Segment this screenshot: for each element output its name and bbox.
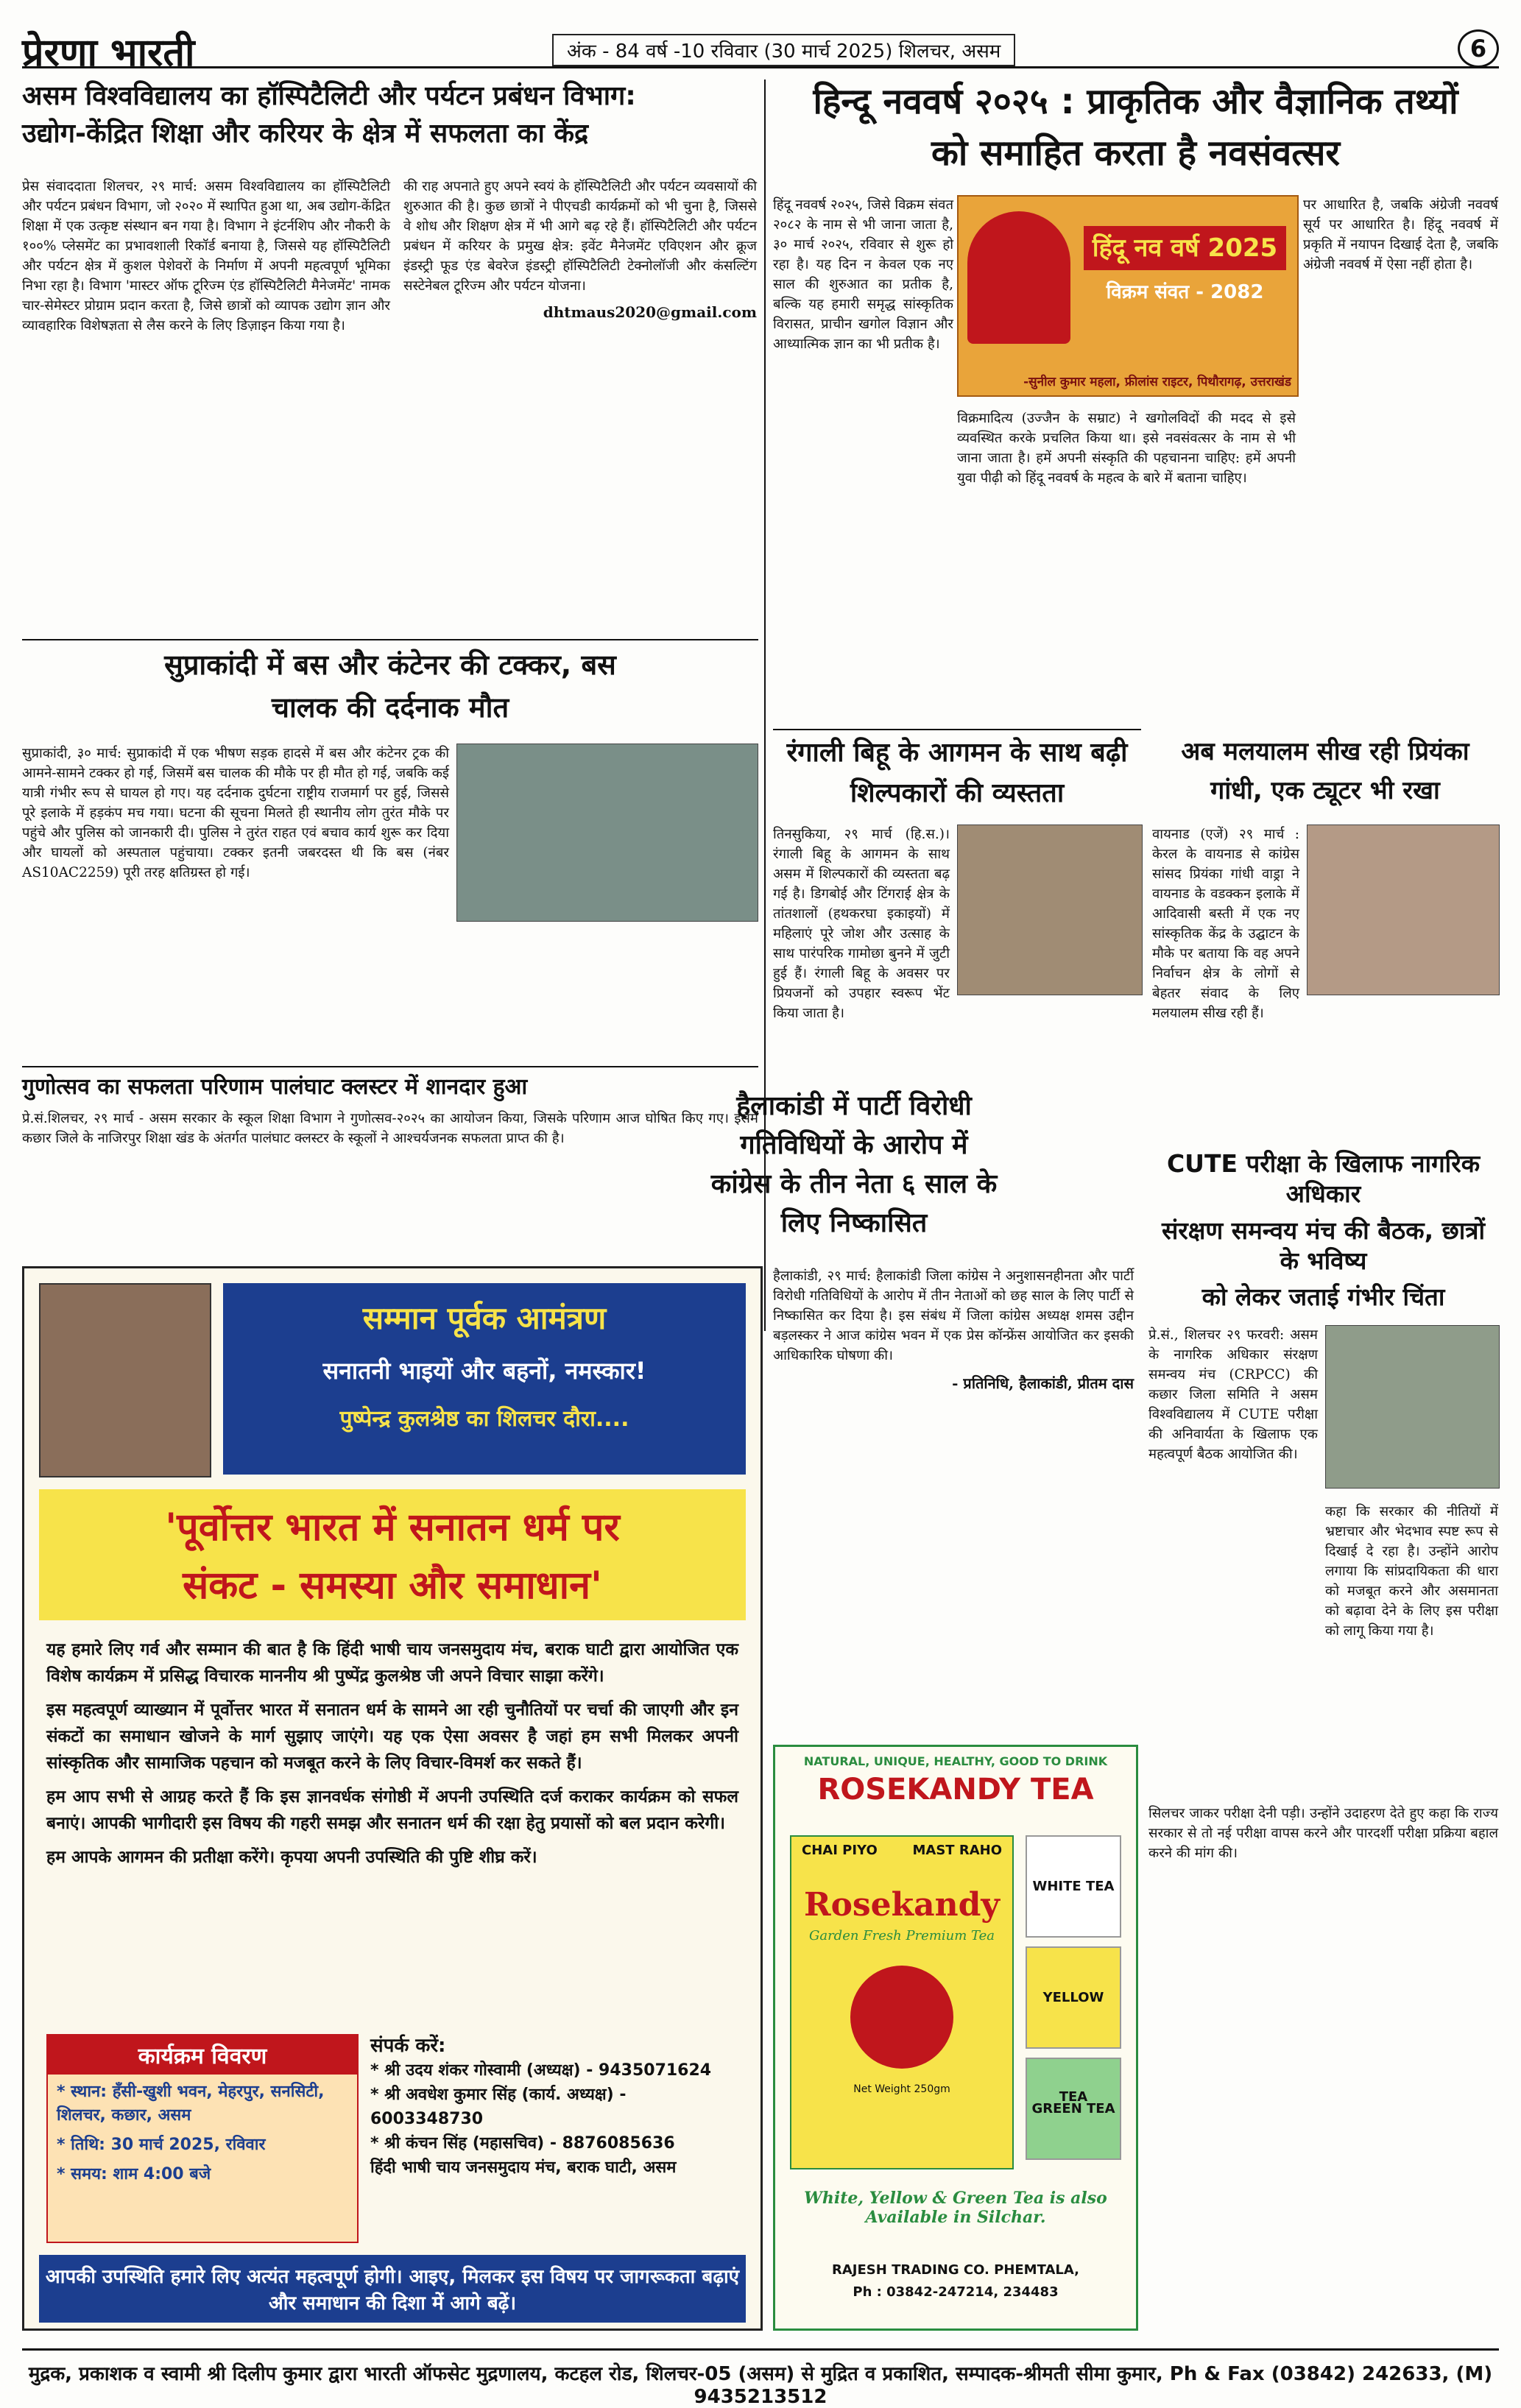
tea-ad xyxy=(773,1745,1138,2331)
hospitality-body-col2: की राह अपनाते हुए अपने स्वयं के हॉस्पिटैलिटी और पर्यटन व्यवसायों की शुरुआत की है। कुछ छात्रों ने पीएचडी कार्यक्रमों को भी चुना है, जिससे वे शोध और शिक्षण क्षेत्र में भी आगे बढ़ रहे हैं। हॉस्पिटैलिटी और पर्यटन प्रबंधन में करियर के प्रमुख क्षेत्र: इवेंट मैनेजमेंट एविएशन और क्रूज इंडस्ट्री फूड एंड बेवरेज इंडस्ट्री हॉस्पिटैलिटी टेक्नोलॉजी और कंसल्टिंग सस्टेनेबल टूरिज्म और पर्यटन योजना। xyxy=(403,179,757,294)
cute-headline-1: CUTE परीक्षा के खिलाफ नागरिक अधिकार xyxy=(1166,1149,1481,1209)
samman-title-2: संकट - समस्या और समाधान' xyxy=(183,1564,602,1608)
bus-body: सुप्राकांदी, ३० मार्च: सुप्राकांदी में एक भीषण सड़क हादसे में बस और कंटेनर ट्रक की आमने-सामने टक्कर हो गई, जिसमें बस चालक की मौके पर ही मौत हो गई, जबकि कई यात्री गंभीर रूप से घायल हो गए। यह दर्दनाक दुर्घटना राष्ट्रीय राजमार्ग पर हुई, जिससे पूरे इलाके में हड़कंप मच गया। घटना की सूचना मिलते ही स्थानीय लोग तुरंत मौके पर पहुंचे और पुलिस को जानकारी दी। पुलिस ने तुरंत राहत एवं बचाव कार्य शुरू कर दिया और घायलों को अस्पताल पहुंचाया। टक्कर इतनी जबरदस्त थी कि बस (नंबर AS10AC2259) पूरी तरह क्षतिग्रस्त हो गई। xyxy=(22,746,449,880)
tea-label-left: CHAI PIYO xyxy=(802,1843,878,1858)
gunotsav-body: प्रे.सं.शिलचर, २९ मार्च - असम सरकार के स्कूल शिक्षा विभाग ने गुणोत्सव-२०२५ का आयोजन किया, जिसके परिणाम आज घोषित किए गए। इसमें कछार जिले के नाजिरपुर शिक्षा खंड के अंतर्गत पालंघाट क्लस्टर के स्कूलों ने आश्चर्यजनक सफलता प्राप्त की है। xyxy=(22,1110,758,1146)
samman-visit: पुष्पेन्द्र कुलश्रेष्ठ का शिलचर दौरा.... xyxy=(339,1406,629,1432)
bihu-article xyxy=(773,736,1141,810)
program-place: * स्थान: हँसी-खुशी भवन, मेहरपुर, सनसिटी, शिलचर, कछार, असम xyxy=(57,2083,325,2125)
navvarsh-headline-1: हिन्दू नववर्ष २०२५ : प्राकृतिक और वैज्ञानिक तथ्यों xyxy=(813,81,1458,122)
accident-photo xyxy=(456,744,758,922)
contact-2: * श्री अवधेश कुमार सिंह (कार्य. अध्यक्ष) - 6003348730 xyxy=(370,2086,627,2128)
tea-brand: ROSEKANDY TEA xyxy=(817,1773,1094,1807)
tea-pack-name: Rosekandy xyxy=(804,1886,1000,1924)
bihu-col xyxy=(773,825,950,1023)
speaker-photo xyxy=(39,1283,211,1477)
section-rule xyxy=(22,1066,758,1067)
samman-para-2: इस महत्वपूर्ण व्याख्यान में पूर्वोत्तर भारत में सनातन धर्म के सामने आ रही चुनौतियों पर चर्चा की जाएगी और इन संकटों का समाधान खोजने के मार्ग सुझाए जाएंगे। यह एक ऐसा अवसर है जहां हम सभी मिलकर अपनी सांस्कृतिक और सामाजिक पहचान को मजबूत करने के लिए विचार-विमर्श कर सकते हैं। xyxy=(46,1701,738,1773)
navvarsh-body-col1: हिंदू नववर्ष २०२५, जिसे विक्रम संवत २०८२ के नाम से भी जाना जाता है, ३० मार्च २०२५, रविवार से शुरू हो रहा है। यह दिन न केवल एक नए साल की शुरुआत का प्रतीक है, बल्कि यह हमारी समृद्ध सांस्कृतिक विरासत, प्राचीन खगोल विज्ञान और आध्यात्मिक ज्ञान का भी प्रतीक है। xyxy=(773,197,953,352)
hospitality-email: dhtmaus2020@gmail.com xyxy=(543,303,757,321)
priyanka-photo xyxy=(1307,825,1500,995)
cute-article xyxy=(1148,1148,1498,1312)
navvarsh-body-col3: पर आधारित है, जबकि अंग्रेजी नववर्ष सूर्य पर आधारित है। हिंदू नववर्ष में प्रकृति में नयापन दिखाई देता है, जबकि अंग्रेजी नववर्ष में ऐसा नहीं होता है। xyxy=(1303,197,1498,272)
priyanka-headline-2: गांधी, एक ट्यूटर भी रखा xyxy=(1210,775,1440,805)
priyanka-col xyxy=(1152,825,1299,1023)
priyanka-headline-1: अब मलयालम सीख रही प्रियंका xyxy=(1181,737,1469,766)
tea-label-right: MAST RAHO xyxy=(912,1843,1002,1858)
cute-body-col2: कहा कि सरकार की नीतियों में भ्रष्टाचार और भेदभाव स्पष्ट रूप से दिखाई दे रहा है। उन्होंने आरोप लगाया कि सांप्रदायिकता की धारा को मजबूत करने और असमानता को बढ़ावा देने के लिए इस परीक्षा को लागू किया गया है। xyxy=(1325,1504,1498,1639)
tea-variant-green: GREEN TEA xyxy=(1026,2058,1121,2160)
tea-pack-sub: Garden Fresh Premium Tea xyxy=(808,1928,995,1943)
bihu-headline-1: रंगाली बिहू के आगमन के साथ बढ़ी xyxy=(786,738,1128,768)
cute-col3 xyxy=(1148,1804,1498,1863)
hailakandi-headline-2: गतिविधियों के आरोप में xyxy=(740,1130,968,1160)
bus-headline-1: सुप्राकांदी में बस और कंटेनर की टक्कर, बस xyxy=(164,649,616,681)
hospitality-col1 xyxy=(22,177,390,336)
samman-ad xyxy=(22,1266,763,2331)
banner-subtitle: विक्रम संवत - 2082 xyxy=(1106,281,1264,303)
navvarsh-banner xyxy=(957,195,1299,397)
navvarsh-article xyxy=(773,80,1498,175)
bus-col xyxy=(22,744,449,883)
priyanka-article xyxy=(1152,736,1498,806)
bus-accident-article xyxy=(22,648,758,725)
contact-org: हिंदी भाषी चाय जनसमुदाय मंच, बराक घाटी, असम xyxy=(370,2158,677,2177)
tea-cup-icon xyxy=(850,1966,953,2069)
hailakandi-article xyxy=(574,1090,1134,1240)
samman-title-1: 'पूर्वोत्तर भारत में सनातन धर्म पर xyxy=(165,1505,620,1550)
hailakandi-byline: - प्रतिनिधि, हैलाकांडी, प्रीतम दास xyxy=(952,1374,1134,1392)
tea-phone: Ph : 03842-247214, 234483 xyxy=(853,2284,1059,2300)
imprint-footer: मुद्रक, प्रकाशक व स्वामी श्री दिलीप कुमार द्वारा भारती ऑफसेट मुद्रणालय, कटहल रोड, शिलचर-05 (असम) से मुद्रित व प्रकाशित, सम्पादक-श्रीमती सीमा कुमार, Ph & Fax (03842) 242633, (M) 9435213512 xyxy=(22,2348,1499,2408)
samman-header xyxy=(223,1283,746,1475)
tea-distributor: RAJESH TRADING CO. PHEMTALA, xyxy=(832,2262,1079,2278)
temple-icon xyxy=(967,211,1070,344)
samman-para-1: यह हमारे लिए गर्व और सम्मान की बात है कि हिंदी भाषी चाय जनसमुदाय मंच, बराक घाटी द्वारा आयोजित एक विशेष कार्यक्रम में प्रसिद्ध विचारक माननीय श्री पुष्पेंद्र कुलश्रेष्ठ जी अपने विचार साझा करेंगे। xyxy=(46,1640,738,1686)
hospitality-col2 xyxy=(403,177,757,321)
samman-heading: सम्मान पूर्वक आमंत्रण xyxy=(362,1300,607,1336)
bihu-headline-2: शिल्पकारों की व्यस्तता xyxy=(850,778,1065,808)
contact-3: * श्री कंचन सिंह (महासचिव) - 8876085636 xyxy=(370,2134,675,2153)
tea-variants xyxy=(1026,1835,1121,2160)
samman-para-4: हम आपके आगमन की प्रतीक्षा करेंगे। कृपया अपनी उपस्थिति की पुष्टि शीघ्र करें। xyxy=(46,1848,537,1867)
hailakandi-headline-3: कांग्रेस के तीन नेता ६ साल के xyxy=(710,1169,998,1199)
tea-variant-yellow: YELLOW xyxy=(1026,1946,1121,2049)
bihu-photo xyxy=(957,825,1143,995)
banner-author: -सुनील कुमार महला, फ्रीलांस राइटर, पिथौरागढ़, उत्तराखंड xyxy=(1023,375,1291,389)
cute-body-col1: प्रे.सं., शिलचर २९ फरवरी: असम के नागरिक अधिकार संरक्षण समन्वय मंच (CRPCC) की कछार जिला समिति ने असम विश्वविद्यालय में CUTE परीक्षा की अनिवार्यता के खिलाफ एक महत्वपूर्ण बैठक आयोजित की। xyxy=(1148,1327,1318,1462)
samman-footer: आपकी उपस्थिति हमारे लिए अत्यंत महत्वपूर्ण होगी। आइए, मिलकर इस विषय पर जागरूकता बढ़ाएं और समाधान की दिशा में आगे बढ़ें। xyxy=(39,2255,746,2323)
contact-heading: संपर्क करें: xyxy=(370,2035,446,2057)
samman-para-3: हम आप सभी से आग्रह करते हैं कि इस ज्ञानवर्धक संगोष्ठी में अपनी उपस्थिति दर्ज कराकर कार्यक्रम को सफल बनाएं। आपकी भागीदारी इस विषय की गहरी समझ और सनातन धर्म की रक्षा हेतु प्रयासों को बल प्रदान करेगी। xyxy=(46,1787,738,1833)
navvarsh-headline-2: को समाहित करता है नवसंवत्सर xyxy=(931,133,1341,174)
navvarsh-col3 xyxy=(1303,195,1498,275)
contact-details xyxy=(370,2034,738,2240)
cute-headline-2: संरक्षण समन्वय मंच की बैठक, छात्रों के भविष्य xyxy=(1161,1215,1486,1275)
section-rule xyxy=(22,639,758,640)
samman-title-box xyxy=(39,1489,746,1620)
cute-col1 xyxy=(1148,1325,1318,1464)
hailakandi-col xyxy=(773,1266,1134,1393)
hailakandi-body: हैलाकांडी, २९ मार्च: हैलाकांडी जिला कांग्रेस ने अनुशासनहीनता और पार्टी विरोधी गतिविधियों के आरोप में तीन नेताओं को छह साल के लिए पार्टी से निष्कासित कर दिया है। इस संबंध में जिला कांग्रेस अध्यक्ष शमस उद्दीन बड़लस्कर ने आज कांग्रेस भवन में एक प्रेस कॉन्फ्रेंस आयोजित कर इसकी आधिकारिक घोषणा की। xyxy=(773,1268,1134,1363)
masthead xyxy=(22,29,1499,75)
cute-headline-3: को लेकर जताई गंभीर चिंता xyxy=(1201,1282,1445,1311)
page-number: 6 xyxy=(1458,29,1499,68)
section-rule xyxy=(773,729,1141,730)
program-date: * तिथि: 30 मार्च 2025, रविवार xyxy=(57,2136,266,2154)
cute-body-col3: सिलचर जाकर परीक्षा देनी पड़ी। उन्होंने उदाहरण देते हुए कहा कि राज्य सरकार से तो नई परीक्षा वापस करने और पारदर्शी परीक्षा प्रक्रिया बहाल करने की मांग की। xyxy=(1148,1806,1498,1861)
samman-body xyxy=(46,1636,738,1871)
tea-variant-white: WHITE TEA xyxy=(1026,1835,1121,1938)
hailakandi-headline-4: लिए निष्कासित xyxy=(780,1208,928,1238)
cute-col2 xyxy=(1325,1502,1498,1641)
priyanka-body: वायनाड (एजें) २९ मार्च : केरल के वायनाड से कांग्रेस सांसद प्रियंका गांधी वाड्रा ने वायनाड के वडक्कन इलाके में आदिवासी बस्ती में एक नए सांस्कृतिक केंद्र के उद्घाटन के मौके पर बताया कि वह अपने निर्वाचन क्षेत्र के लोगों से बेहतर संवाद के लिए मलयालम सीख रही हैं। xyxy=(1152,827,1299,1021)
samman-greeting: सनातनी भाइयों और बहनों, नमस्कार! xyxy=(322,1357,646,1385)
issue-info: अंक - 84 वर्ष -10 रविवार (30 मार्च 2025) शिलचर, असम xyxy=(552,34,1015,66)
tea-availability: White, Yellow & Green Tea is also Available in Silchar. xyxy=(804,2189,1107,2227)
paper-name: प्रेरणा भारती xyxy=(22,31,195,75)
navvarsh-col1 xyxy=(773,195,953,354)
bihu-body: तिनसुकिया, २९ मार्च (हि.स.)। रंगाली बिहू के आगमन के साथ असम में शिल्पकारों की व्यस्तता बढ़ गई है। डिगबोई और टिंगराई क्षेत्र के तांतशालों (हथकरघा इकाइयों) में महिलाएं पूरे जोश और उत्साह के साथ पारंपरिक गामोछा बुनने में जुटी हुई हैं। रंगाली बिहू के अवसर पर प्रियजनों को उपहार स्वरूप भेंट किया जाता है। xyxy=(773,827,950,1021)
program-time: * समय: शाम 4:00 बजे xyxy=(57,2165,211,2183)
program-details xyxy=(46,2034,359,2243)
cute-photo xyxy=(1325,1325,1500,1489)
hospitality-article xyxy=(22,80,758,150)
tea-pack xyxy=(790,1835,1014,2169)
gunotsav-headline: गुणोत्सव का सफलता परिणाम पालंघाट क्लस्टर में शानदार हुआ xyxy=(22,1074,528,1100)
tea-tagline: NATURAL, UNIQUE, HEALTHY, GOOD TO DRINK xyxy=(803,1754,1108,1768)
banner-title: हिंदू नव वर्ष 2025 xyxy=(1084,226,1286,270)
contact-1: * श्री उदय शंकर गोस्वामी (अध्यक्ष) - 9435071624 xyxy=(370,2061,712,2080)
hospitality-headline-2: उद्योग-केंद्रित शिक्षा और करियर के क्षेत्र में सफलता का केंद्र xyxy=(22,119,589,149)
hailakandi-headline-1: हैलाकांडी में पार्टी विरोधी xyxy=(736,1091,972,1121)
navvarsh-body-col2: विक्रमादित्य (उज्जैन के सम्राट) ने खगोलविदों की मदद से इसे व्यवस्थित करके प्रचलित किया था। इसे नवसंवत्सर के नाम से भी जाना जाता है। हमें अपनी संस्कृति की पहचानना चाहिए: हमें अपनी युवा पीढ़ी को हिंदू नववर्ष के महत्व के बारे में बताना चाहिए। xyxy=(957,411,1296,486)
bus-headline-2: चालक की दर्दनाक मौत xyxy=(271,691,509,724)
tea-pack-weight: Net Weight 250gm xyxy=(853,2083,950,2095)
hospitality-body-col1: प्रेस संवाददाता शिलचर, २९ मार्च: असम विश्वविद्यालय का हॉस्पिटैलिटी और पर्यटन प्रबंधन विभाग, जो २०२० में स्थापित हुआ था, अब उद्योग-केंद्रित शिक्षा में एक उत्कृष्ट संस्थान बन गया है। विभाग ने इंटर्नशिप और नौकरी के १००% प्लेसमेंट का प्रभावशाली रिकॉर्ड बनाया है, जिससे यह हॉस्पिटैलिटी और पर्यटन क्षेत्र में कुशल पेशेवरों के निर्माण में अपनी महत्वपूर्ण भूमिका निभा रहा है। विभाग 'मास्टर ऑफ टूरिज्म एंड हॉस्पिटैलिटी मैनेजमेंट' नामक चार-सेमेस्टर प्रोग्राम प्रदान करता है, जिसे छात्रों को व्यापक उद्योग ज्ञान और व्यावहारिक विशेषज्ञता से लैस करने के लिए डिज़ाइन किया गया है। xyxy=(22,179,390,333)
hospitality-headline-1: असम विश्वविद्यालय का हॉस्पिटैलिटी और पर्यटन प्रबंधन विभाग: xyxy=(22,81,636,111)
program-heading: कार्यक्रम विवरण xyxy=(48,2035,357,2075)
navvarsh-col2 xyxy=(957,409,1296,488)
